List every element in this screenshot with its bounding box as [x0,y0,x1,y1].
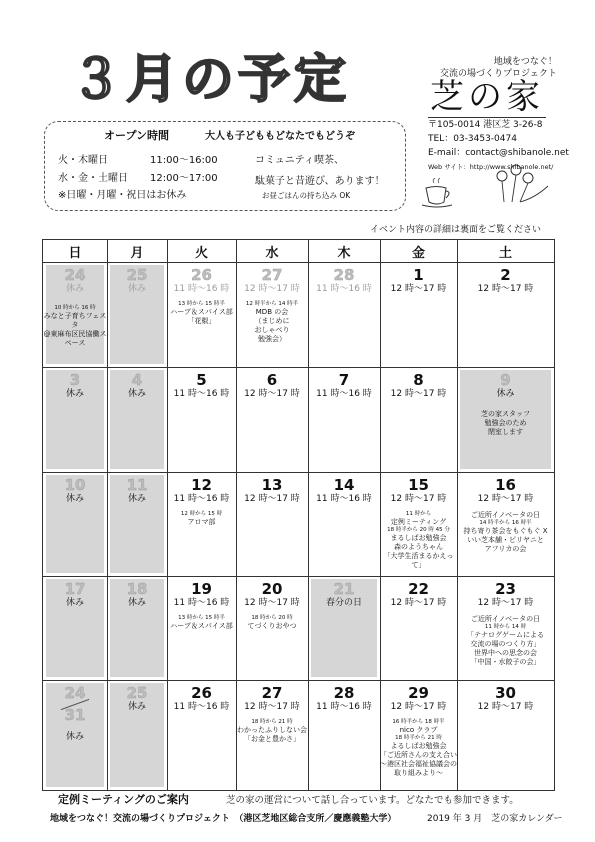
open-hours: 12 時〜17 時 [390,598,447,608]
event-title: 交流の場のつくり方」 [470,640,541,648]
open-hours: 12 時〜17 時 [477,284,534,294]
phone: TEL：03-3453-0474 [428,134,517,144]
day-cell [236,372,308,471]
meeting-text: 芝の家の運営について話し合っています。どなたでも参加できます。 [226,795,519,806]
event-title: 「お金と豊かさ」 [244,735,300,743]
day-number: 18 [126,581,148,598]
open-hours-subtitle: 大人も子どももどなたでもどうぞ [205,131,355,142]
closed-note: ※日曜・月曜・祝日はお休み [58,190,187,201]
grid-row-line [43,367,554,368]
event-title: おしゃべり [254,326,290,334]
footer-date: 2019 年 3 月 芝の家カレンダー [427,814,563,824]
website: Web サイト：http://www.shibanole.net/ [428,163,554,171]
day-cell [167,477,236,575]
event-time: 18 時から 20 時 [251,615,293,621]
page-title: ３月の予定 [70,50,351,110]
open-hours: 休み [127,494,146,504]
day-cell [236,581,308,679]
weekday-header: 日 [68,246,82,261]
day-cell [308,581,380,679]
day-cell [43,477,107,575]
day-number: 28 [333,267,355,284]
lunch-note: お昼ごはんの持ち込み OK [262,191,351,200]
open-hours: 11 時〜16 時 [316,494,372,504]
open-hours: 11 時〜16 時 [173,389,230,399]
day-number: 26 [191,267,212,284]
event-list [380,511,457,570]
day-cell [107,372,167,471]
open-hours: 休み [127,389,146,399]
event-title: 定例ミーティング [390,518,447,526]
open-hours: 12 時〜17 時 [244,389,300,399]
day-cell [167,685,236,789]
day-number: 4 [131,372,143,389]
day-number: 24 [64,685,86,702]
open-hours: 休み [127,702,146,712]
weekday-header: 月 [130,246,144,261]
day-cell [43,372,107,471]
open-hours: 12 時〜17 時 [244,284,300,294]
event-title: （まじめに [254,317,290,325]
event-title: よるしばお勉強会 [390,742,447,750]
event-time: 12 時半から 14 時半 [245,301,299,307]
day-number: 16 [495,477,516,494]
grid-row-line [43,680,554,681]
day-cell [308,477,380,575]
open-hours: 11 時〜16 時 [173,494,230,504]
event-title: ご近所イノベータの日 [470,511,541,519]
event-title: 〜港区社会福祉協議会の取り組みより〜 [380,760,457,777]
day-number: 22 [408,581,429,598]
day-number: 25 [126,267,148,284]
open-hours: 休み [127,284,146,294]
day-number: 6 [266,372,278,389]
calendar-grid [42,239,555,791]
event-title: 「テナログゲームによる [467,631,544,639]
day-cell [380,581,457,679]
day-cell [380,477,457,575]
hours-days: 水・金・土曜日 [58,173,128,184]
open-hours-title: オープン時間 [104,129,170,142]
flower-icon [490,162,550,206]
day-number: 10 [64,477,86,494]
grid-row-line [43,472,554,473]
event-time: 12 時から 15 時 [180,511,223,517]
event-title: 世界中への思念の会 [474,649,537,657]
event-list [167,301,236,326]
open-hours: 12 時〜17 時 [244,702,300,712]
day-cell [457,267,554,366]
day-number: 15 [408,477,429,494]
event-title: わかったふりしない会 [237,726,307,734]
day-cell [457,685,554,789]
weekday-header: 火 [194,246,208,261]
day-number: 14 [333,477,355,494]
event-time: 18 時半から 20 時 45 分 [387,527,450,533]
day-number: 12 [191,477,212,494]
open-hours: 12 時〜17 時 [244,598,300,608]
org-tagline-line1: 地域をつなぐ！ [493,57,557,67]
event-title: 持ち寄り茶会をもぐもぐ X [463,527,548,535]
event-list [380,719,457,778]
day-cell [380,685,457,789]
day-number: 27 [261,267,283,284]
open-hours: 休み [496,389,515,399]
day-cell [43,685,107,789]
day-cell [380,267,457,366]
open-hours: 休み [65,732,84,742]
event-title: nico クラブ [399,726,438,734]
event-list [43,305,107,348]
event-title: てづくりおやつ [247,622,297,630]
event-time: 11 時から [405,511,432,517]
open-hours: 休み [65,494,84,504]
day-cell [107,685,167,789]
open-hours: 休み [65,598,84,608]
event-list [236,615,308,631]
open-hours: 11 時〜16 時 [173,598,230,608]
open-hours: 12 時〜17 時 [244,494,300,504]
hours-note: 駄菓子と昔遊び、あります！ [255,176,385,187]
open-hours: 春分の日 [325,598,362,608]
event-time: 13 時から 15 時半 [178,615,225,621]
event-title: 閉室します [488,428,523,436]
open-hours: 11 時〜16 時 [173,284,230,294]
event-time: 18 時から 21 時 [251,719,293,725]
event-title: ハーブ＆スパイス部 [170,622,233,630]
weekday-header: 木 [337,246,351,261]
event-title: 「花椒」 [187,317,216,325]
day-cell [308,372,380,471]
day-number-secondary: 31 [64,706,86,724]
day-number: 7 [338,372,350,389]
teacup-icon [420,178,454,208]
grid-row-line [43,576,554,577]
open-hours: 12 時〜17 時 [390,389,447,399]
day-cell [107,477,167,575]
day-number: 3 [69,372,81,389]
event-title: 芝の家スタッフ [481,410,530,418]
day-cell [236,267,308,366]
open-hours: 12 時〜17 時 [477,702,534,712]
details-notice: イベント内容の詳細は裏面をご覧ください [370,225,542,235]
org-tagline-line2: 交流の場づくりプロジェクト [440,69,557,79]
event-time: 14 時半から 16 時半 [479,520,532,526]
event-time: 18 時半から 21 時 [395,735,442,741]
event-time: 13 時から 15 時半 [178,301,225,307]
open-hours: 11 時〜16 時 [173,702,230,712]
event-list [236,301,308,344]
event-title: 「大学生活まるかえって」 [383,552,454,569]
day-number: 5 [196,372,207,389]
event-title: みなと子育ちフェスタ [43,312,107,329]
day-number: 28 [333,685,355,702]
event-title: MDB の会 [255,308,289,316]
day-number: 27 [261,685,283,702]
day-number: 30 [495,685,516,702]
hours-time: 12:00〜17:00 [150,173,218,184]
day-number: 13 [261,477,283,494]
day-cell [43,581,107,679]
email: E-mail：contact@shibanole.net [428,148,569,158]
event-time: 10 時から 16 時 [54,305,96,311]
day-cell [457,477,554,575]
day-cell [107,581,167,679]
day-number: 17 [64,581,86,598]
day-cell [43,267,107,366]
event-list [167,615,236,631]
day-number: 25 [126,685,148,702]
day-number: 8 [413,372,424,389]
address: 〒105-0014 港区芝 3-26-8 [428,120,543,130]
day-cell [457,581,554,679]
open-hours: 12 時〜17 時 [477,598,534,608]
open-hours: 12 時〜17 時 [390,494,447,504]
day-cell [308,685,380,789]
footer-org: 地域をつなぐ！交流の場づくりプロジェクト （港区芝地区総合支所／慶應義塾大学） [50,814,397,824]
day-number: 9 [500,372,511,389]
day-number: 20 [261,581,283,598]
open-hours: 12 時〜17 時 [477,494,534,504]
event-title: まるしばお勉強会 [390,534,447,542]
day-number: 23 [495,581,516,598]
day-cell [236,477,308,575]
event-list [236,719,308,744]
weekday-header: 金 [411,246,425,261]
day-number: 1 [413,267,424,284]
day-number: 21 [333,581,355,598]
day-cell [380,372,457,471]
event-title: 勉強会） [258,335,286,343]
open-hours: 12 時〜17 時 [390,702,447,712]
event-title: 勉強会のため [484,419,527,427]
day-number: 19 [191,581,212,598]
day-cell [236,685,308,789]
event-title: 「中国・水餃子の会」 [470,658,541,666]
day-number: 11 [126,477,148,494]
day-number: 26 [191,685,212,702]
open-hours: 11 時〜16 時 [316,389,372,399]
day-cell [167,581,236,679]
day-cell [457,372,554,471]
hours-time: 11:00〜16:00 [150,155,218,166]
hours-days: 火・木曜日 [58,155,108,166]
event-list [457,615,554,667]
day-number: 29 [408,685,429,702]
grid-row-line [43,262,554,263]
event-title: アロマ部 [187,518,216,526]
event-title: ご近所イノベータの日 [470,615,541,623]
open-hours: 休み [127,598,146,608]
org-logo-text: 芝の家 [430,77,544,117]
event-title: アフリカの会 [484,545,527,553]
open-hours: 11 時〜16 時 [316,702,372,712]
meeting-title: 定例ミーティングのご案内 [58,793,189,806]
event-list [457,410,554,437]
day-cell [167,267,236,366]
event-time: 16 時半から 18 時半 [392,719,445,725]
day-number: 24 [64,267,86,284]
day-cell [308,267,380,366]
event-title: いい芝本舗・ピリヤニと [467,536,544,544]
day-number: 2 [500,267,511,284]
event-title: 「ご近所さんの支え合い [380,751,457,759]
open-hours: 休み [65,284,84,294]
weekday-header: 土 [498,246,512,261]
open-hours: 12 時〜17 時 [390,284,447,294]
event-title: ハーブ＆スパイス部 [170,308,233,316]
day-cell [107,267,167,366]
event-title: 森のようちゃん [394,543,443,551]
day-cell [167,372,236,471]
weekday-header: 水 [265,246,279,261]
event-list [457,511,554,554]
hours-note: コミュニティ喫茶、 [255,155,344,166]
event-title: @東麻布区民協働スペース [43,330,107,347]
event-list [167,511,236,527]
open-hours: 休み [65,389,84,399]
event-time: 11 時から 14 時 [484,624,527,630]
open-hours: 11 時〜16 時 [316,284,372,294]
